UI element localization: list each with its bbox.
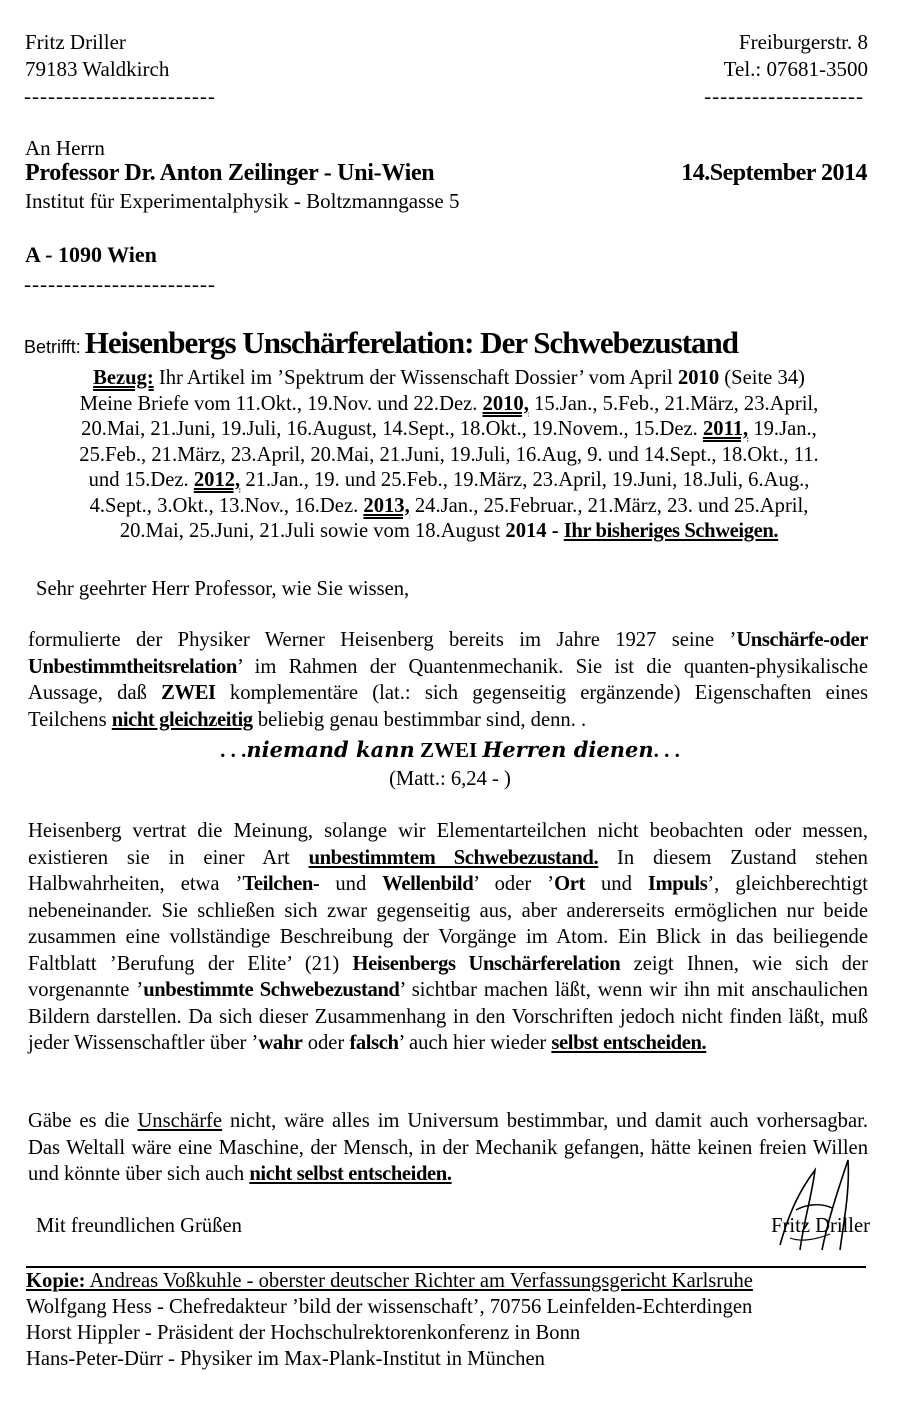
letter-date: 14.September 2014: [681, 160, 867, 186]
reference-text: und 15.Dez.: [88, 469, 194, 491]
emphasis-underlined: selbst entscheiden.: [551, 1032, 707, 1054]
quote-script: niemand kann: [246, 737, 415, 762]
sender-street: Freiburgerstr. 8: [738, 30, 868, 54]
reference-silence: Ihr bisheriges Schweigen.: [563, 520, 779, 542]
quote: [0, 736, 900, 764]
copies-block: [26, 1268, 872, 1372]
reference-year: 2010: [677, 367, 720, 389]
reference-year: 2013,: [363, 494, 410, 517]
reference-text: 21.Jan., 19. und 25.Feb., 19.März, 23.April, 19.Juni, 18.Juli, 6.Aug.,: [240, 469, 810, 491]
body-text: Heisenberg vertrat die Meinung, solange wir Elementarteilchen nicht beobachten oder messen, existieren sie in einer Art: [28, 820, 868, 869]
body-text: und: [584, 873, 648, 895]
reference-block: [26, 366, 872, 545]
reference-text: 20.Mai, 21.Juni, 19.Juli, 16.August, 14.Sept., 18.Okt., 19.Novem., 15.Dez.: [81, 418, 703, 440]
reference-text: 4.Sept., 3.Okt., 13.Nov., 16.Dez.: [89, 494, 364, 517]
body-text: und: [319, 873, 383, 895]
greeting: Sehr geehrter Herr Professor, wie Sie wissen,: [36, 578, 410, 600]
reference-text: Meine Briefe vom 11.Okt., 19.Nov. und 22.Dez.: [79, 392, 483, 415]
body-text: ’ im Rahmen der Quantenmechanik. Sie ist die quanten-physikalische Aussage, daß: [28, 655, 868, 704]
reference-text: (Seite 34): [719, 367, 805, 389]
reference-year: 2012,: [193, 469, 241, 491]
body-text: nicht, wäre alles im Universum bestimmbar, und damit auch vorhersagbar. Das Weltall wäre eine Maschine, der Mensch, in der Mechanik gefangen, hätte keinen freien Willen und könnte über sich auch: [28, 1110, 868, 1185]
quote-source: (Matt.: 6,24 - ): [389, 768, 511, 790]
quote-dots: . . .: [653, 738, 680, 762]
copy-recipient: Wolfgang Hess - Chefredakteur ’bild der wissenschaft’, 70756 Leinfelden-Echterdingen: [26, 1296, 753, 1318]
body-text: ’ auch hier wieder: [398, 1032, 552, 1054]
subject-line: [24, 325, 738, 361]
emphasis: Teilchen-: [242, 873, 320, 895]
reference-text: 15.Jan., 5.Feb., 21.März, 23.April,: [528, 392, 819, 415]
reference-year: 2011,: [702, 418, 749, 440]
closing: Mit freundlichen Grüßen: [36, 1215, 242, 1237]
recipient-salutation: An Herrn: [25, 136, 105, 160]
sender-city: 79183 Waldkirch: [25, 57, 170, 81]
reference-text: Ihr Artikel im ’Spektrum der Wissenschaft Dossier’ vom April: [153, 367, 678, 389]
body-text: zeigt Ihnen, wie sich der vorgenannte ’: [28, 952, 868, 1001]
emphasis-underlined: unbestimmtem Schwebezustand.: [308, 846, 599, 869]
reference-text: 20.Mai, 25.Juni, 21.Juli sowie vom 18.August: [119, 520, 506, 542]
body-text: komplementäre (lat.: sich gegenseitig ergänzende) Eigenschaften eines Teilchens: [28, 682, 868, 731]
paragraph-2: [28, 818, 868, 1057]
reference-year: 2010,: [482, 392, 529, 415]
copies-label: Kopie:: [26, 1270, 86, 1292]
recipient-divider: ------------------------: [24, 272, 216, 296]
emphasis: Wellenbild: [382, 873, 474, 895]
emphasis-underlined: Unschärfe: [137, 1110, 223, 1132]
reference-text: 24.Jan., 25.Februar., 21.März, 23. und 25.April,: [409, 494, 809, 517]
paragraph-1: [28, 627, 868, 733]
emphasis: Heisenbergs Unschärferelation: [352, 952, 621, 975]
recipient-name: Professor Dr. Anton Zeilinger - Uni-Wien: [25, 160, 435, 186]
emphasis-underlined: nicht gleichzeitig: [111, 708, 253, 731]
reference-label: Bezug:: [93, 367, 154, 389]
handwritten-signature: [760, 1150, 870, 1260]
emphasis-underlined: nicht selbst entscheiden.: [249, 1163, 452, 1185]
body-text: Gäbe es die: [28, 1110, 138, 1132]
emphasis: Ort: [554, 873, 585, 895]
body-text: ’ oder ’: [473, 873, 555, 895]
body-text: formulierte der Physiker Werner Heisenberg bereits im Jahre 1927 seine ’: [28, 629, 737, 651]
emphasis: falsch: [349, 1032, 399, 1054]
emphasis: Unschärfe-oder Unbestimmtheitsrelation: [28, 629, 868, 678]
quote-script: Herren dienen: [482, 737, 654, 762]
reference-text: 25.Feb., 21.März, 23.April, 20.Mai, 21.Juni, 19.Juli, 16.Aug, 9. und 14.Sept., 18.Okt., 11.: [79, 443, 819, 466]
emphasis: unbestimmte Schwebezustand: [143, 979, 400, 1001]
body-text: beliebig genau bestimmbar sind, denn. .: [252, 708, 587, 731]
sender-divider-right: --------------------: [704, 84, 864, 108]
copy-recipient: Hans-Peter-Dürr - Physiker im Max-Plank-Institut in München: [26, 1348, 545, 1370]
subject-text: Heisenbergs Unschärferelation: Der Schwebezustand: [84, 325, 739, 360]
signature-name: Fritz Driller: [771, 1215, 870, 1237]
body-text: oder: [302, 1032, 350, 1054]
quote-emphasis: ZWEI: [414, 738, 483, 762]
emphasis: ZWEI: [161, 682, 216, 704]
quote-dots: . . .: [220, 738, 247, 762]
recipient-city: A - 1090 Wien: [25, 242, 157, 267]
paragraph-3: [28, 1108, 868, 1188]
sender-divider: ------------------------: [24, 84, 216, 108]
body-text: ’ sichtbar machen läßt, wenn wir ihn mit anschaulichen Bildern darstellen. Da sich dieser Zusammenhang in den Vorschriften jedoch nicht finden läßt, muß jeder Wissenschaftler über ’: [28, 979, 868, 1054]
body-text: ’, gleichberechtigt nebeneinander. Sie schließen sich zwar gegenseitig aus, aber andererseits ermöglichen nur beide zusammen eine vollständige Beschreibung der Vorgänge im Atom. Ein Blick in das beiliegende Faltblatt ’Berufung der Elite’ (21): [28, 873, 869, 975]
subject-label: Betrifft:: [24, 337, 81, 357]
emphasis: wahr: [258, 1032, 303, 1054]
sender-name: Fritz Driller: [25, 30, 126, 54]
recipient-institute: Institut für Experimentalphysik - Boltzmanngasse 5: [25, 189, 460, 213]
sender-phone: Tel.: 07681-3500: [723, 57, 868, 81]
copy-recipient: Andreas Voßkuhle - oberster deutscher Richter am Verfassungsgericht Karlsruhe: [85, 1270, 753, 1292]
emphasis: Impuls: [647, 873, 708, 895]
copy-recipient: Horst Hippler - Präsident der Hochschulrektorenkonferenz in Bonn: [26, 1322, 581, 1344]
reference-year: 2014 -: [505, 520, 564, 542]
body-text: In diesem Zustand stehen Halbwahrheiten, etwa ’: [28, 846, 868, 895]
reference-text: 19.Jan.,: [748, 418, 817, 440]
